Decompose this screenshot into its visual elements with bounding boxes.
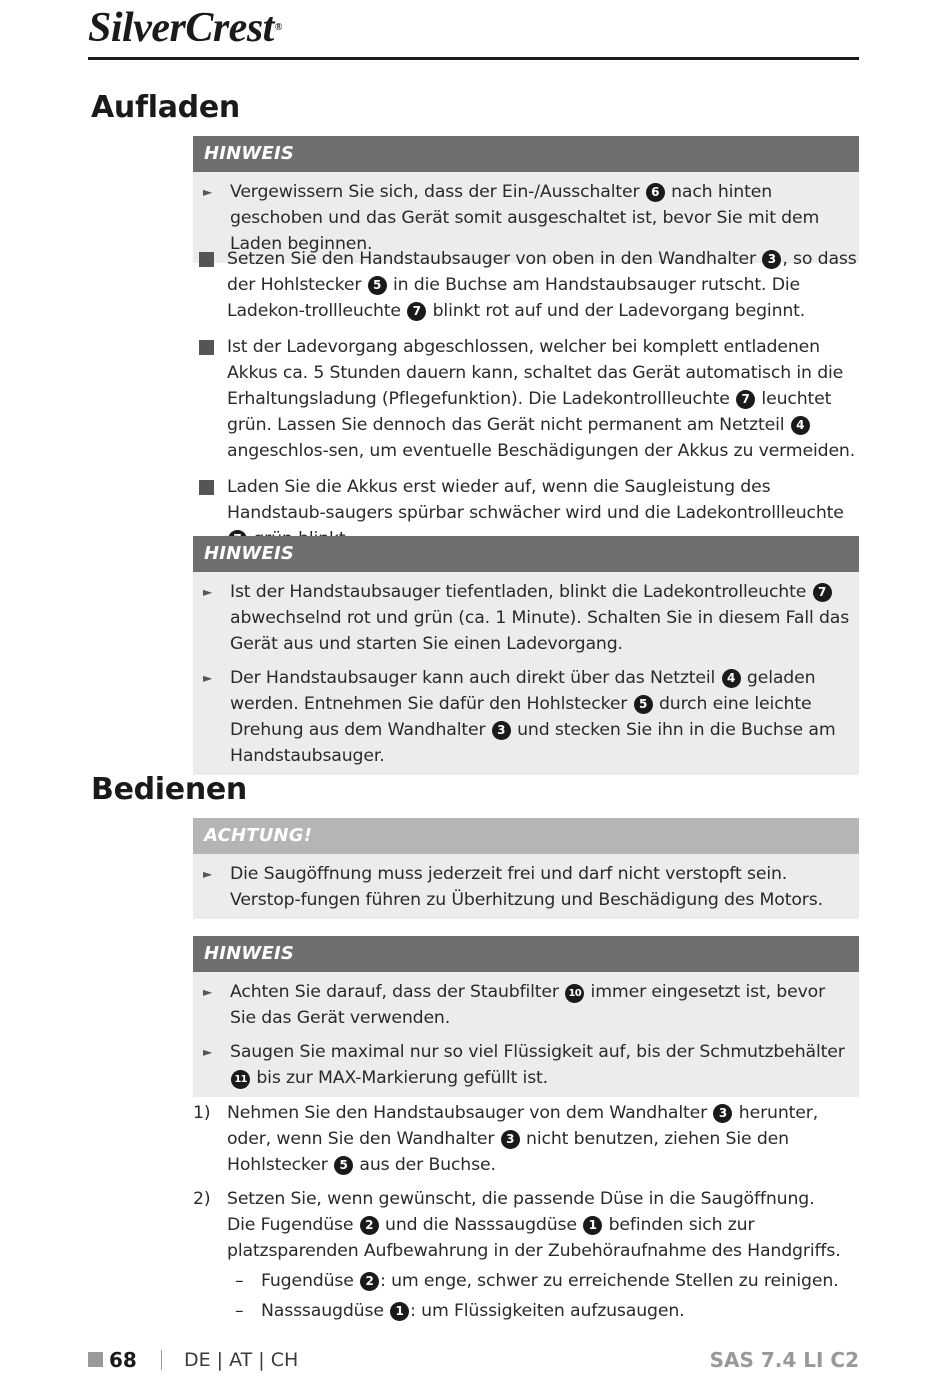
arrow-bullet-icon: ► xyxy=(203,867,213,881)
hinweis-text: Vergewissern Sie sich, dass der Ein-/Ausschalter xyxy=(230,182,645,202)
hinweis-text: bis zur MAX-Markierung gefüllt ist. xyxy=(251,1068,549,1088)
part-number-badge: 3 xyxy=(492,721,511,740)
step-text: herunter, oder, wenn Sie den Wandhalter xyxy=(227,1103,819,1149)
step-text: nicht benutzen, ziehen Sie den Hohlstecker xyxy=(227,1129,789,1175)
bullet-item xyxy=(199,246,859,324)
header-rule xyxy=(88,57,859,60)
part-number-badge: 7 xyxy=(813,583,832,602)
step-text: Nehmen Sie den Handstaubsauger von dem Wandhalter xyxy=(227,1103,713,1123)
footer-languages: DE | AT | CH xyxy=(184,1349,299,1371)
step-text: befinden sich zur platzsparenden Aufbewahrung in der Zubehöraufnahme des Handgriffs. xyxy=(227,1215,841,1261)
brand-name: SilverCrest xyxy=(88,5,274,51)
step-number: 1) xyxy=(193,1103,211,1123)
bullet-text: angeschlos-sen, um eventuelle Beschädigungen der Akkus zu vermeiden. xyxy=(227,441,856,461)
hinweis-box-title: HINWEIS xyxy=(193,536,859,572)
hinweis-text: Ist der Handstaubsauger tiefentladen, blinkt die Ladekontrolleuchte xyxy=(230,582,812,602)
bullet-text: blinkt rot auf und der Ladevorgang beginnt. xyxy=(427,301,806,321)
footer-square-icon xyxy=(88,1352,103,1367)
hinweis-item xyxy=(203,979,851,1031)
arrow-bullet-icon: ► xyxy=(203,985,213,999)
section-title-bedienen: Bedienen xyxy=(91,772,247,807)
hinweis-box-3 xyxy=(193,936,859,1097)
arrow-bullet-icon: ► xyxy=(203,671,213,685)
dash-bullet: – xyxy=(235,1301,244,1321)
achtung-box-title: ACHTUNG! xyxy=(193,818,859,854)
achtung-text: Die Saugöffnung muss jederzeit frei und darf nicht verstopft sein. Verstop-fungen führen zu Überhitzung und Beschädigung des Motors. xyxy=(230,864,823,910)
dash-item xyxy=(227,1298,859,1324)
part-number-badge: 7 xyxy=(736,390,755,409)
hinweis-text: nach hinten geschoben und das Gerät somit ausgeschaltet ist, bevor Sie mit dem Laden beginnen. xyxy=(230,182,820,254)
step-text: Setzen Sie, wenn gewünscht, die passende Düse in die Saugöffnung. xyxy=(227,1189,815,1209)
bullet-text: Setzen Sie den Handstaubsauger von oben in den Wandhalter xyxy=(227,249,762,269)
bullet-text: , so dass der Hohlstecker xyxy=(227,249,857,295)
dash-text: Fugendüse xyxy=(261,1271,360,1291)
page-footer xyxy=(88,1346,859,1374)
dash-bullet: – xyxy=(235,1271,244,1291)
hinweis-item xyxy=(203,665,851,769)
dash-text: Nasssaugdüse xyxy=(261,1301,390,1321)
part-number-badge: 2 xyxy=(360,1272,379,1291)
part-number-badge: 1 xyxy=(390,1302,409,1321)
hinweis-text: Der Handstaubsauger kann auch direkt über das Netzteil xyxy=(230,668,721,688)
hinweis-box-title: HINWEIS xyxy=(193,936,859,972)
bullet-text: in die Buchse am Handstaubsauger rutscht. Die Ladekon-trollleuchte xyxy=(227,275,801,321)
bullet-text: Laden Sie die Akkus erst wieder auf, wenn die Saugleistung des Handstaub-saugers spürbar schwächer wird und die Ladekontrollleuchte xyxy=(227,477,844,523)
square-bullet-icon xyxy=(199,480,214,495)
part-number-badge: 5 xyxy=(634,695,653,714)
hinweis-text: abwechselnd rot und grün (ca. 1 Minute). Schalten Sie in diesem Fall das Gerät aus und starten Sie einen Ladevorgang. xyxy=(230,608,850,654)
step-1 xyxy=(193,1100,859,1178)
part-number-badge: 4 xyxy=(722,669,741,688)
hinweis-box-2 xyxy=(193,536,859,775)
step-text-block xyxy=(227,1212,859,1264)
hinweis-text: geladen werden. Entnehmen Sie dafür den Hohlstecker xyxy=(230,668,816,714)
step-2 xyxy=(193,1186,859,1324)
footer-model: SAS 7.4 LI C2 xyxy=(709,1348,859,1372)
part-number-badge: 5 xyxy=(334,1156,353,1175)
part-number-badge: 3 xyxy=(713,1104,732,1123)
hinweis-item xyxy=(203,579,851,657)
part-number-badge: 7 xyxy=(407,302,426,321)
part-number-badge: 10 xyxy=(565,984,584,1003)
hinweis-text: Achten Sie darauf, dass der Staubfilter xyxy=(230,982,565,1002)
dash-text: : um Flüssigkeiten aufzusaugen. xyxy=(410,1301,685,1321)
step-text: aus der Buchse. xyxy=(354,1155,496,1175)
page-number: 68 xyxy=(109,1348,137,1372)
part-number-badge: 3 xyxy=(501,1130,520,1149)
achtung-item xyxy=(203,861,851,913)
achtung-box xyxy=(193,818,859,919)
dash-text: : um enge, schwer zu erreichende Stellen zu reinigen. xyxy=(380,1271,839,1291)
part-number-badge: 1 xyxy=(583,1216,602,1235)
part-number-badge: 11 xyxy=(231,1070,250,1089)
bullet-text: Ist der Ladevorgang abgeschlossen, welcher bei komplett entladenen Akkus ca. 5 Stunden dauern kann, schaltet das Gerät automatisch in die Erhaltungsladung (Pflegefunktion). Die Ladekontrollleuchte xyxy=(227,337,844,409)
part-number-badge: 6 xyxy=(646,183,665,202)
step-text: Die Fugendüse xyxy=(227,1215,359,1235)
hinweis-text: Saugen Sie maximal nur so viel Flüssigkeit auf, bis der Schmutzbehälter xyxy=(230,1042,845,1062)
dash-item xyxy=(227,1268,859,1294)
part-number-badge: 3 xyxy=(762,250,781,269)
hinweis-text: immer eingesetzt ist, bevor Sie das Gerät verwenden. xyxy=(230,982,826,1028)
arrow-bullet-icon: ► xyxy=(203,185,213,199)
hinweis-item xyxy=(203,1039,851,1091)
brand-logo xyxy=(88,5,282,51)
hinweis-box-title: HINWEIS xyxy=(193,136,859,172)
bullet-item xyxy=(199,334,859,464)
hinweis-box-1 xyxy=(193,136,859,263)
square-bullet-icon xyxy=(199,340,214,355)
arrow-bullet-icon: ► xyxy=(203,585,213,599)
part-number-badge: 2 xyxy=(360,1216,379,1235)
step-number: 2) xyxy=(193,1189,211,1209)
section-title-aufladen: Aufladen xyxy=(91,90,240,125)
part-number-badge: 5 xyxy=(368,276,387,295)
hinweis-text: und stecken Sie ihn in die Buchse am Handstaubsauger. xyxy=(230,720,836,766)
footer-divider xyxy=(161,1350,162,1370)
bullet-text: leuchtet grün. Lassen Sie dennoch das Gerät nicht permanent am Netzteil xyxy=(227,389,832,435)
hinweis-text: durch eine leichte Drehung aus dem Wandhalter xyxy=(230,694,812,740)
registered-mark: ® xyxy=(274,22,282,33)
step-text: und die Nasssaugdüse xyxy=(379,1215,583,1235)
square-bullet-icon xyxy=(199,252,214,267)
arrow-bullet-icon: ► xyxy=(203,1045,213,1059)
part-number-badge: 4 xyxy=(791,416,810,435)
